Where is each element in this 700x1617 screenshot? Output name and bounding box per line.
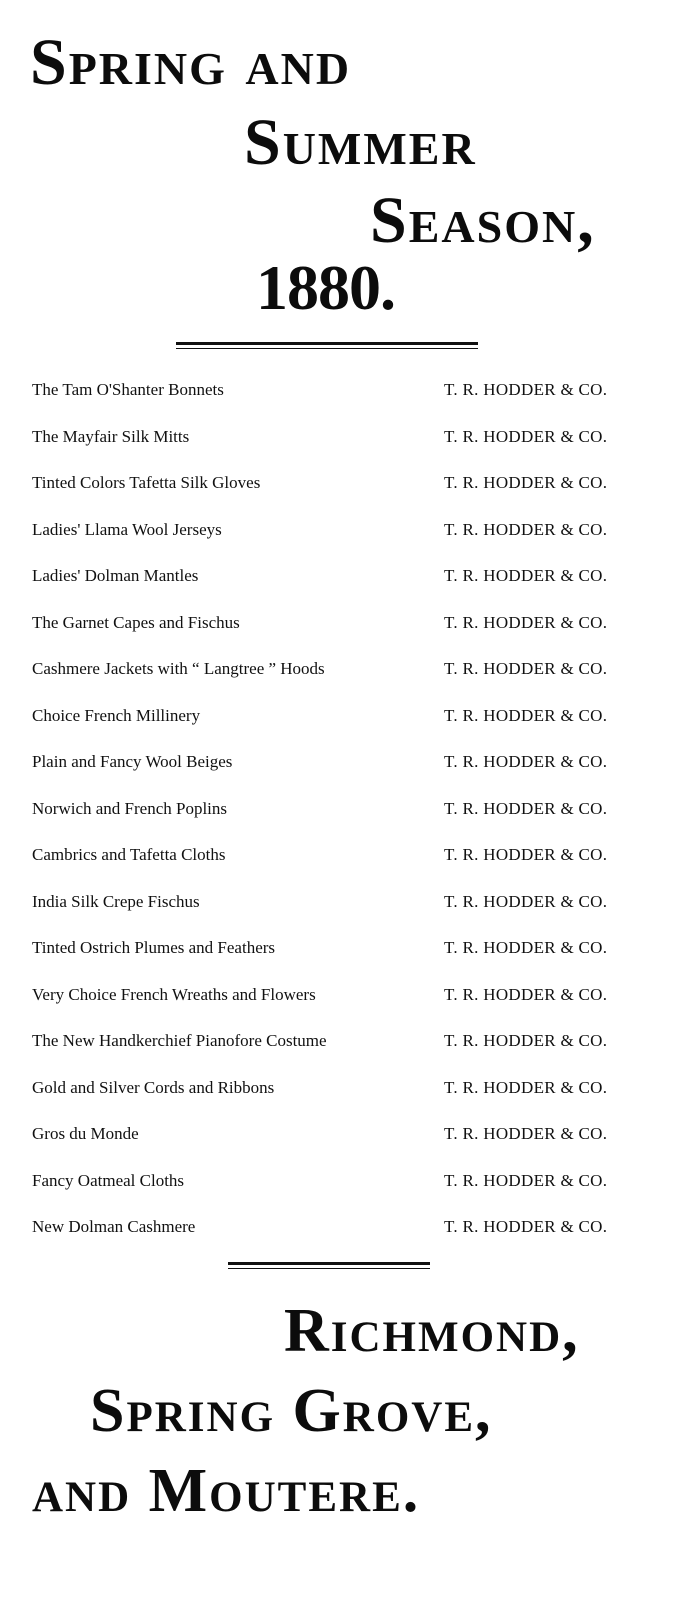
list-item: [32, 1124, 662, 1171]
vendor-name: T. R. HODDER & CO.: [444, 1124, 608, 1143]
vendor-name: T. R. HODDER & CO.: [444, 612, 608, 632]
list-item: [32, 938, 662, 985]
vendor-name: T. R. HODDER & CO.: [444, 845, 608, 864]
vendor-name: T. R. HODDER & CO.: [444, 659, 608, 678]
vendor-name: T. R. HODDER & CO.: [444, 1217, 608, 1236]
heading-spring-and: Spring and: [30, 26, 352, 99]
item-name: New Dolman Cashmere: [32, 1217, 196, 1236]
vendor-name: T. R. HODDER & CO.: [444, 705, 608, 725]
vendor-name: T. R. HODDER & CO.: [444, 1170, 608, 1190]
vendor-name: T. R. HODDER & CO.: [444, 891, 608, 911]
list-item: [32, 892, 662, 939]
item-name: Tinted Colors Tafetta Silk Gloves: [32, 473, 261, 492]
footer-and-moutere: and Moutere.: [32, 1457, 421, 1525]
item-name: The Mayfair Silk Mitts: [32, 426, 190, 446]
list-item: [32, 1078, 662, 1125]
vendor-name: T. R. HODDER & CO.: [444, 519, 608, 539]
list-item: [32, 613, 662, 660]
list-item: [32, 473, 662, 520]
vendor-name: T. R. HODDER & CO.: [444, 752, 608, 771]
list-item: [32, 752, 662, 799]
vendor-name: T. R. HODDER & CO.: [444, 426, 608, 446]
item-name: Tinted Ostrich Plumes and Feathers: [32, 938, 276, 957]
footer-spring-grove: Spring Grove,: [90, 1377, 493, 1445]
list-item: [32, 799, 662, 846]
list-item: [32, 706, 662, 753]
heading-summer: Summer: [244, 106, 477, 179]
vendor-name: T. R. HODDER & CO.: [444, 566, 608, 585]
vendor-name: T. R. HODDER & CO.: [444, 938, 608, 957]
item-name: Ladies' Llama Wool Jerseys: [32, 519, 222, 539]
item-name: Very Choice French Wreaths and Flowers: [32, 984, 316, 1004]
heading-season: Season,: [370, 184, 596, 257]
item-name: Cambrics and Tafetta Cloths: [32, 845, 226, 864]
item-name: Gold and Silver Cords and Ribbons: [32, 1077, 275, 1097]
list-item: [32, 1217, 662, 1264]
item-name: India Silk Crepe Fischus: [32, 891, 200, 911]
list-item: [32, 380, 662, 427]
vendor-name: T. R. HODDER & CO.: [444, 380, 608, 399]
list-item: [32, 1171, 662, 1218]
list-item: [32, 520, 662, 567]
item-name: Fancy Oatmeal Cloths: [32, 1170, 185, 1190]
item-name: Gros du Monde: [32, 1124, 139, 1143]
list-item: [32, 1031, 662, 1078]
list-item: [32, 845, 662, 892]
vendor-name: T. R. HODDER & CO.: [444, 473, 608, 492]
list-item: [32, 427, 662, 474]
list-item: [32, 985, 662, 1032]
vendor-name: T. R. HODDER & CO.: [444, 798, 608, 818]
footer-richmond: Richmond,: [284, 1297, 580, 1365]
heading-year: 1880.: [256, 252, 395, 323]
item-name: The Garnet Capes and Fischus: [32, 612, 240, 632]
item-name: Cashmere Jackets with “ Langtree ” Hoods: [32, 659, 325, 678]
item-name: Choice French Millinery: [32, 705, 201, 725]
item-name: The Tam O'Shanter Bonnets: [32, 380, 224, 399]
item-list: [32, 380, 662, 1264]
list-item: [32, 659, 662, 706]
item-name: Ladies' Dolman Mantles: [32, 566, 199, 585]
divider-bottom: [228, 1262, 430, 1269]
divider-top: [176, 342, 478, 349]
list-item: [32, 566, 662, 613]
vendor-name: T. R. HODDER & CO.: [444, 1031, 608, 1050]
vendor-name: T. R. HODDER & CO.: [444, 984, 608, 1004]
item-name: Plain and Fancy Wool Beiges: [32, 752, 233, 771]
item-name: Norwich and French Poplins: [32, 798, 228, 818]
item-name: The New Handkerchief Pianofore Costume: [32, 1031, 327, 1050]
vendor-name: T. R. HODDER & CO.: [444, 1077, 608, 1097]
